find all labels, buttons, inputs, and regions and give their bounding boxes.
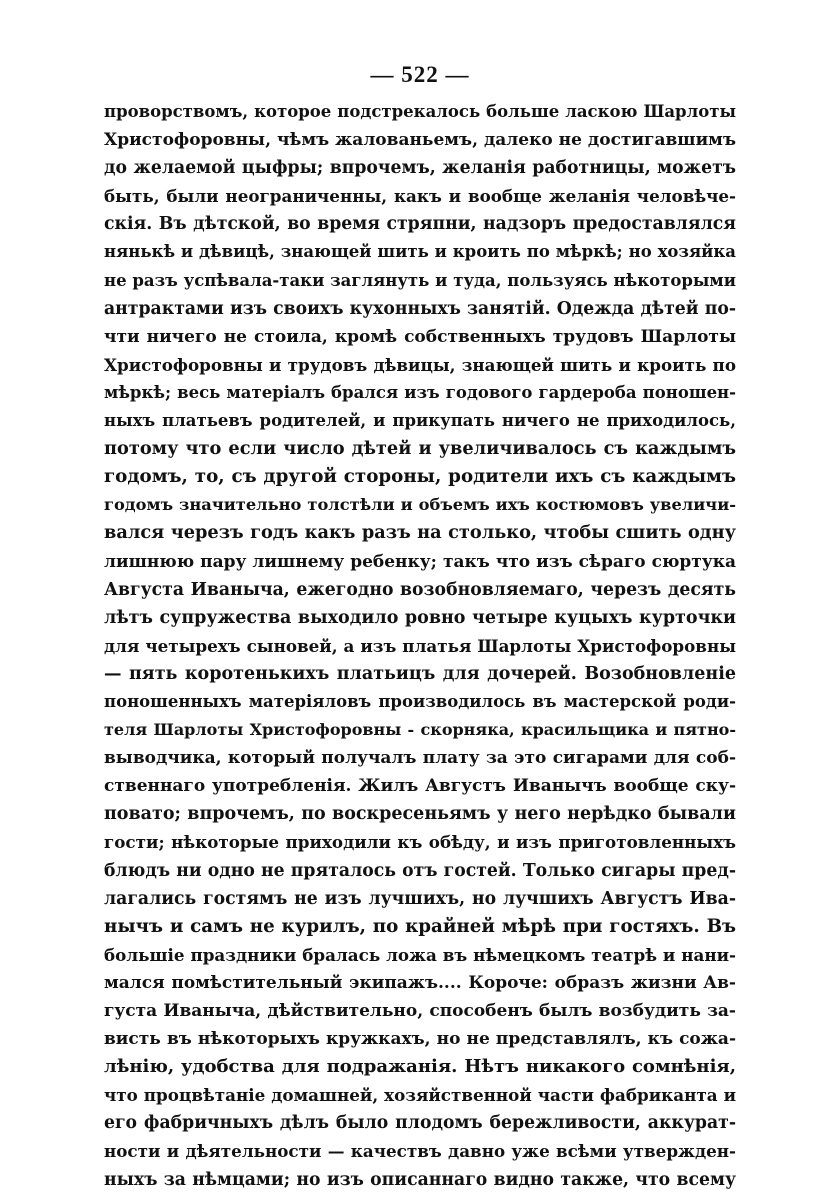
text-line: лагались гостямъ не изъ лучшихъ, но лучшихъ Августъ Ива- — [104, 888, 736, 909]
text-line: до желаемой цыфры; впрочемъ, желанія работницы, можетъ — [104, 158, 736, 179]
text-line: ныхъ платьевъ родителей, и прикупать ничего не приходилось, — [104, 411, 736, 431]
text-line: выводчика, который получалъ плату за это сигарами для соб- — [104, 748, 736, 769]
text-line: ныхъ за нѣмцами; но изъ описаннаго видно также, что всему — [104, 1169, 736, 1190]
text-line: ности и дѣятельности — качествъ давно уже всѣми утвержден- — [104, 1141, 736, 1162]
text-line: густа Иваныча, дѣйствительно, способенъ былъ возбудить за- — [104, 1001, 736, 1021]
text-line: потому что если число дѣтей и увеличивалось съ каждымъ — [104, 438, 736, 460]
text-line: вался черезъ годъ какъ разъ на столько, чтобы сшить одну — [104, 522, 736, 544]
text-line: Христофоровны, чѣмъ жалованьемъ, далеко не достигавшимъ — [104, 130, 736, 151]
text-line: мѣркѣ; весь матеріалъ брался изъ годового гардероба поношен- — [104, 382, 736, 402]
text-line: его фабричныхъ дѣлъ было плодомъ бережливости, аккурат- — [104, 1113, 736, 1134]
text-line: большіе праздники бралась ложа въ нѣмецкомъ театрѣ и нани- — [104, 944, 736, 965]
text-line: не разъ успѣвала-таки заглянуть и туда, пользуясь нѣкоторыми — [104, 270, 736, 290]
body-text — [104, 98, 736, 1194]
text-line: гости; нѣкоторые приходили къ обѣду, и изъ приготовленныхъ — [104, 832, 736, 853]
text-line: что процвѣтаніе домашней, хозяйственной части фабриканта и — [104, 1085, 736, 1106]
text-line: лишнюю пару лишнему ребенку; такъ что изъ сѣраго сюртука — [104, 551, 736, 572]
text-line: быть, были неограниченны, какъ и вообще желанія человѣче- — [104, 186, 736, 207]
text-line: повато; впрочемъ, по воскресеньямъ у него нерѣдко бывали — [104, 804, 736, 825]
text-line: мался помѣстительный экипажъ.... Короче: образъ жизни Ав- — [104, 972, 736, 993]
text-line: лѣтъ супружества выходило ровно четыре куцыхъ курточки — [104, 607, 736, 628]
text-line: блюдъ ни одно не пряталось отъ гостей. Только сигары пред- — [104, 860, 736, 881]
text-line: нычъ и самъ не курилъ, по крайней мѣрѣ при гостяхъ. Въ — [104, 915, 736, 937]
text-line: для четырехъ сыновей, а изъ платья Шарлоты Христофоровны — [104, 635, 736, 656]
text-line: теля Шарлоты Христофоровны - скорняка, красильщика и пятно- — [104, 720, 736, 740]
text-line: чти ничего не стоила, кромѣ собственныхъ трудовъ Шарлоты — [104, 326, 736, 347]
text-line: годомъ, то, съ другой стороны, родители ихъ съ каждымъ — [104, 466, 736, 488]
text-line: ственнаго употребленія. Жилъ Августъ Иванычъ вообще ску- — [104, 776, 736, 797]
text-line: — пять коротенькихъ платьицъ для дочерей. Возобновленіе — [104, 663, 736, 684]
text-line: скія. Въ дѣтской, во время стряпни, надзоръ предоставлялся — [104, 214, 736, 235]
page-number: — 522 — — [370, 62, 470, 87]
text-line: лѣнію, удобства для подражанія. Нѣтъ никакого сомнѣнія, — [104, 1056, 736, 1078]
text-line: годомъ значительно толстѣли и объемъ ихъ костюмовъ увеличи- — [104, 495, 736, 515]
text-line: висть въ нѣкоторыхъ кружкахъ, но не представлялъ, къ сожа- — [104, 1029, 736, 1050]
text-line: Христофоровны и трудовъ дѣвицы, знающей шить и кроить по — [104, 354, 736, 375]
text-line: Августа Иваныча, ежегодно возобновляемаго, черезъ десять — [104, 579, 736, 600]
text-line: поношенныхъ матеріяловъ производилось въ мастерской роди- — [104, 691, 736, 711]
text-line: проворствомъ, которое подстрекалось больше ласкою Шарлоты — [104, 102, 736, 121]
text-line: нянькѣ и дѣвицѣ, знающей шить и кроить по мѣркѣ; но хозяйка — [104, 242, 736, 262]
text-line: антрактами изъ своихъ кухонныхъ занятій. Одежда дѣтей по- — [104, 298, 736, 319]
